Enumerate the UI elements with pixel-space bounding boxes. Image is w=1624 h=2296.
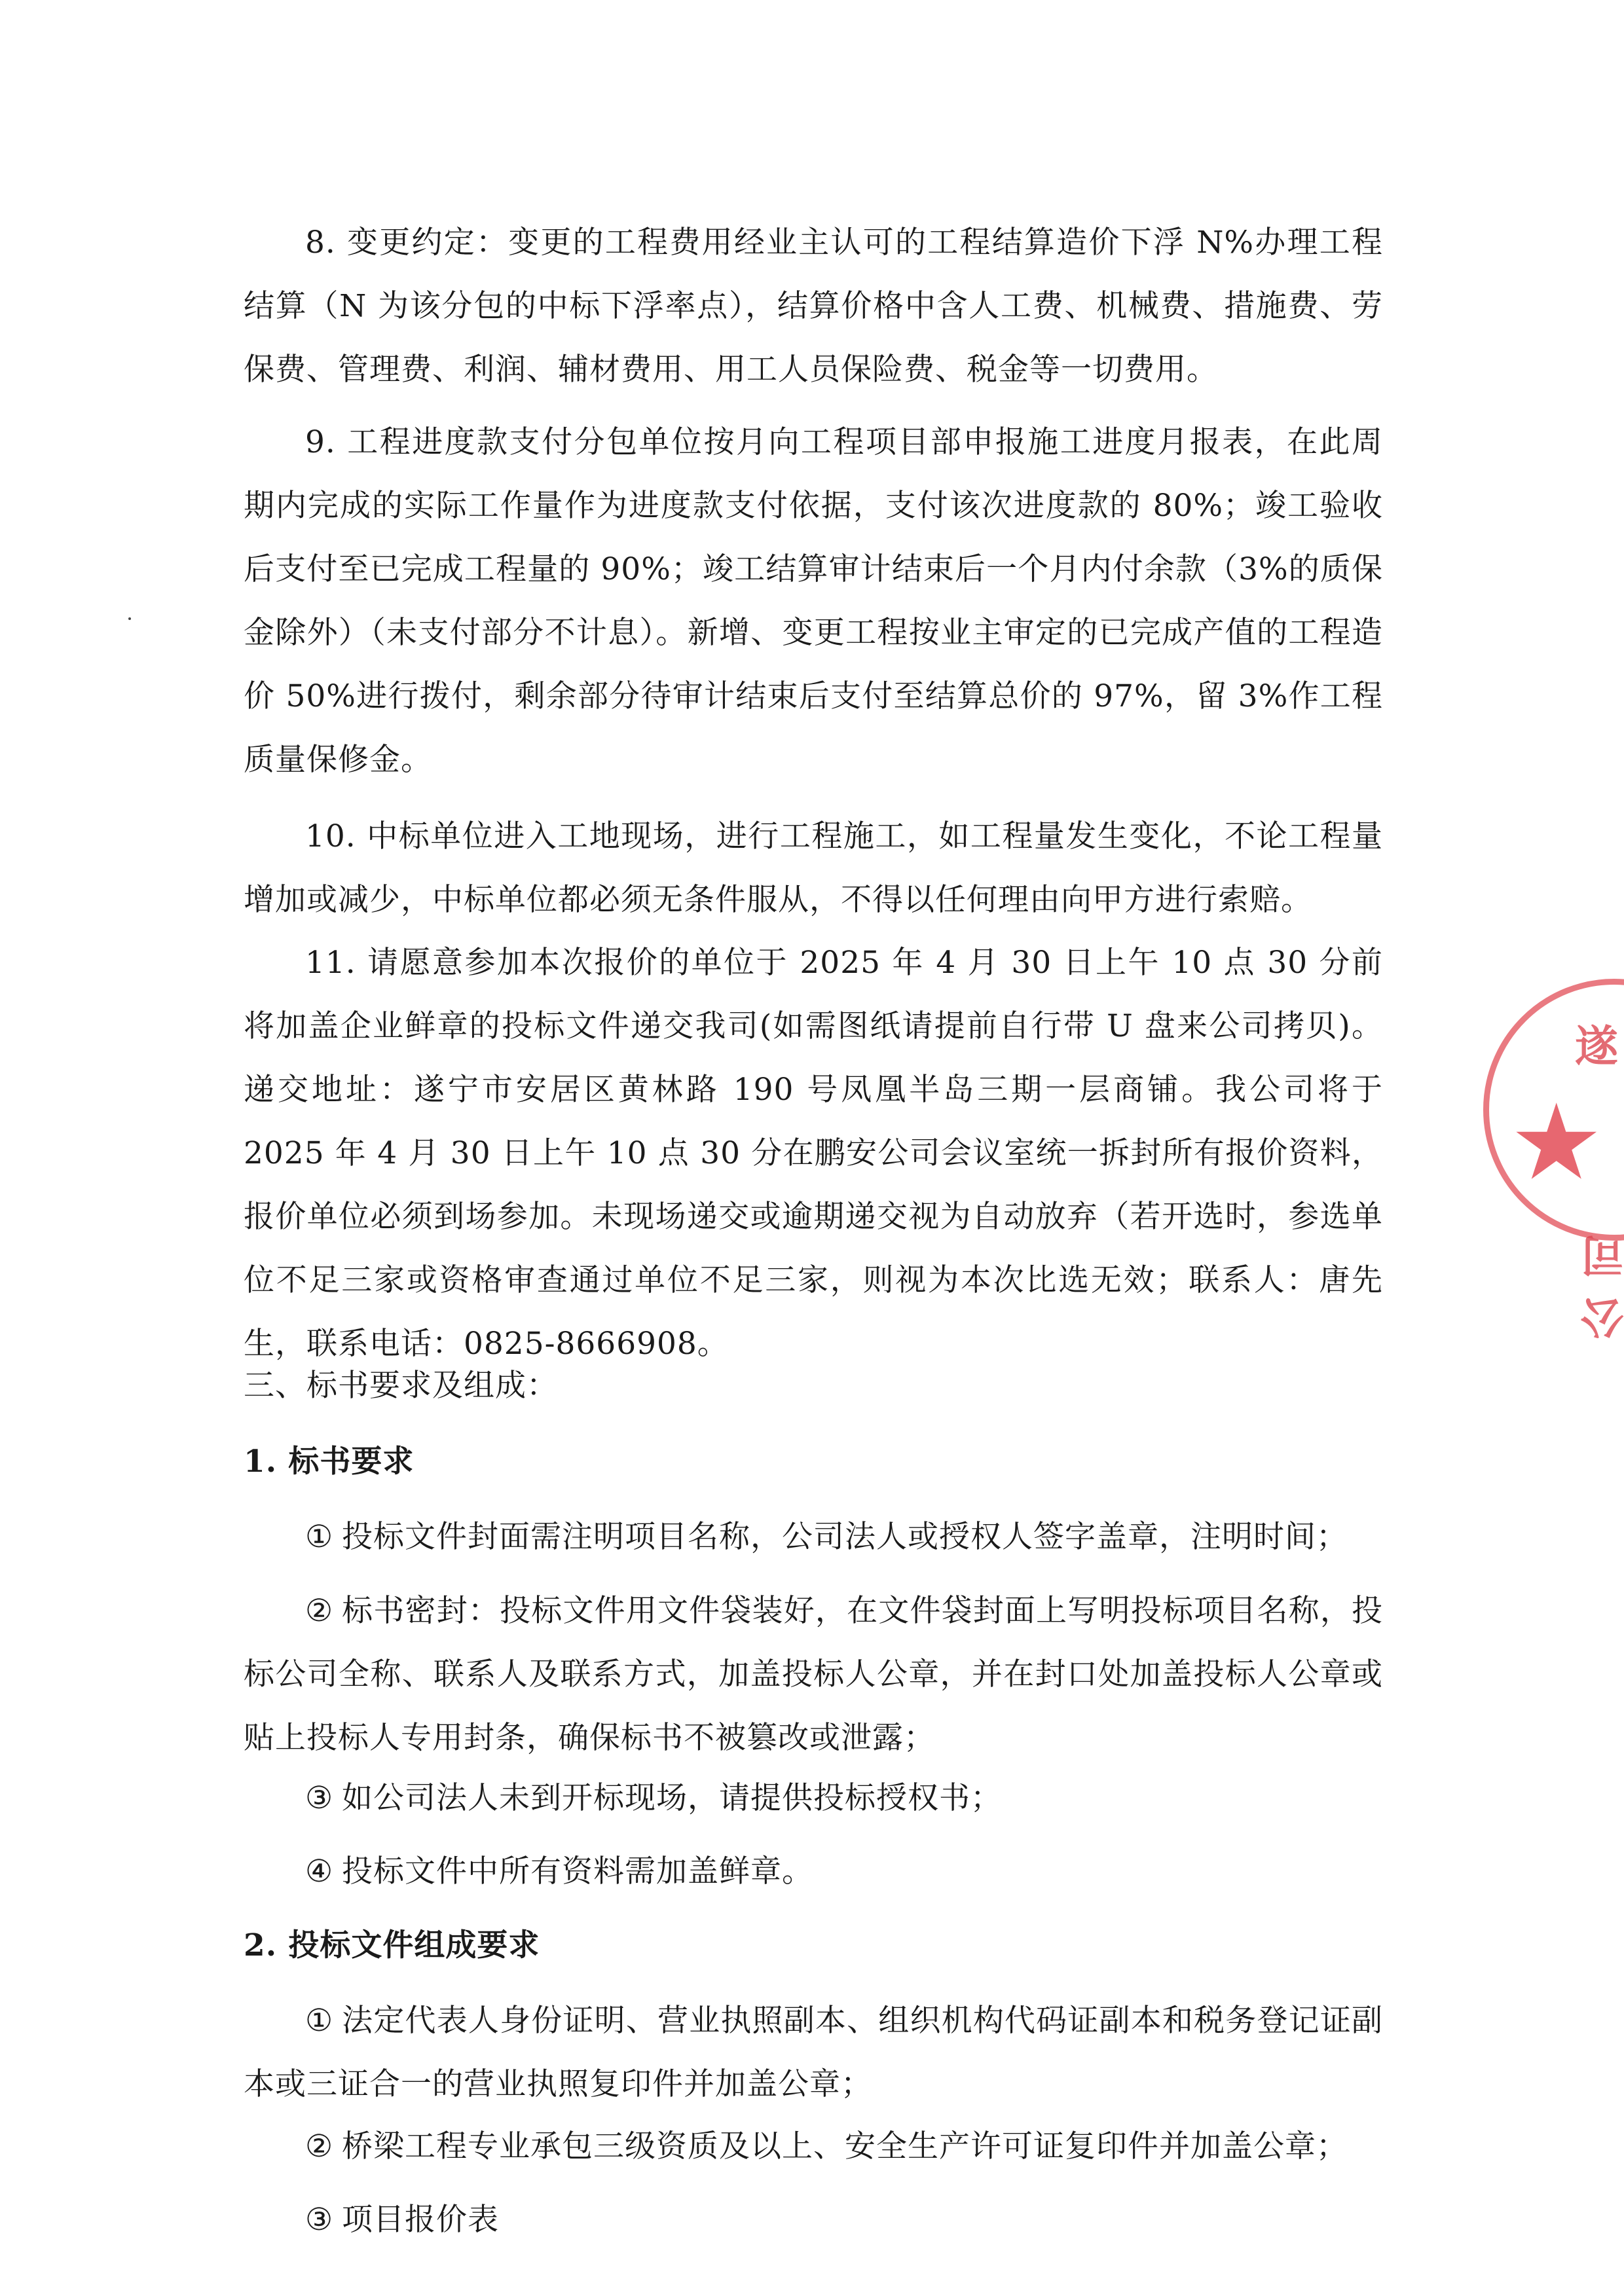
subsection-2-heading: 2. 投标文件组成要求 (244, 1927, 540, 1963)
item-text: 法定代表人身份证明、营业执照副本、组织机构代码证副本和税务登记证副本或三证合一的营业执照复印件并加盖公章； (244, 2003, 1383, 2102)
requirement-item-2 (244, 1579, 1383, 1770)
item-number: ② (305, 1593, 334, 1629)
item-number: ① (305, 1519, 334, 1555)
item-text: 项目报价表 (342, 2202, 499, 2238)
item-number: ② (305, 2128, 334, 2164)
item-number: ④ (305, 1853, 334, 1889)
item-number: ③ (305, 1780, 334, 1816)
item-text: 如公司法人未到开标现场，请提供投标授权书； (342, 1780, 1002, 1816)
requirement-item-4 (244, 1840, 1383, 1903)
requirement-item-3 (244, 1766, 1383, 1830)
item-text: 桥梁工程专业承包三级资质及以上、安全生产许可证复印件并加盖公章； (342, 2128, 1348, 2164)
seal-text-bottom: 公司 (1581, 1230, 1624, 1342)
subsection-1-heading: 1. 标书要求 (244, 1444, 415, 1480)
paragraph-10: 10. 中标单位进入工地现场，进行工程施工，如工程量发生变化，不论工程量增加或减少，中标单位都必须无条件服从，不得以任何理由向甲方进行索赔。 (244, 818, 1383, 918)
item-number: ① (305, 2003, 334, 2039)
item-text: 投标文件封面需注明项目名称，公司法人或授权人签字盖章，注明时间； (342, 1519, 1348, 1555)
paragraph-9: 9. 工程进度款支付分包单位按月向工程项目部申报施工进度月报表，在此周期内完成的实际工作量作为进度款支付依据，支付该次进度款的 80%；竣工验收后支付至已完成工程量的 90%；竣工结算审计结束后一个月内付余款（3%的质保金除外）（未支付部分不计息）。新增、变更工程按业主审定的已完成产值的工程造价 50%进行拨付，剩余部分待审计结束后支付至结算总价的 97%，留 3%作工程质量保修金。 (244, 424, 1383, 778)
composition-item-1 (244, 1989, 1383, 2116)
item-number: ③ (305, 2202, 334, 2238)
requirement-item-1 (244, 1505, 1383, 1569)
paragraph-11: 11. 请愿意参加本次报价的单位于 2025 年 4 月 30 日上午 10 点 30 分前将加盖企业鲜章的投标文件递交我司(如需图纸请提前自行带 U 盘来公司拷贝)。递交地址：遂宁市安居区黄林路 190 号凤凰半岛三期一层商铺。我公司将于 2025 年 4 月 30 日上午 10 点 30 分在鹏安公司会议室统一拆封所有报价资料，报价单位必须到场参加。未现场递交或逾期递交视为自动放弃（若开选时，参选单位不足三家或资格审查通过单位不足三家，则视为本次比选无效；联系人：唐先生，联系电话：0825-8666908。 (244, 945, 1383, 1362)
scan-speck (128, 617, 131, 620)
item-text: 投标文件中所有资料需加盖鲜章。 (342, 1853, 813, 1889)
paragraph-8: 8. 变更约定：变更的工程费用经业主认可的工程结算造价下浮 N%办理工程结算（N 为该分包的中标下浮率点），结算价格中含人工费、机械费、措施费、劳保费、管理费、利润、辅材费用、用工人员保险费、税金等一切费用。 (244, 225, 1383, 388)
composition-item-3 (244, 2188, 1383, 2251)
seal-star-icon: ★ (1509, 1081, 1604, 1203)
seal-text-top: 遂 (1575, 1021, 1618, 1072)
item-text: 标书密封：投标文件用文件袋装好，在文件袋封面上写明投标项目名称，投标公司全称、联系人及联系方式，加盖投标人公章，并在封口处加盖投标人公章或贴上投标人专用封条，确保标书不被篡改或泄露； (244, 1593, 1383, 1756)
section-3-heading: 三、标书要求及组成： (244, 1368, 558, 1404)
composition-item-2 (244, 2115, 1383, 2178)
